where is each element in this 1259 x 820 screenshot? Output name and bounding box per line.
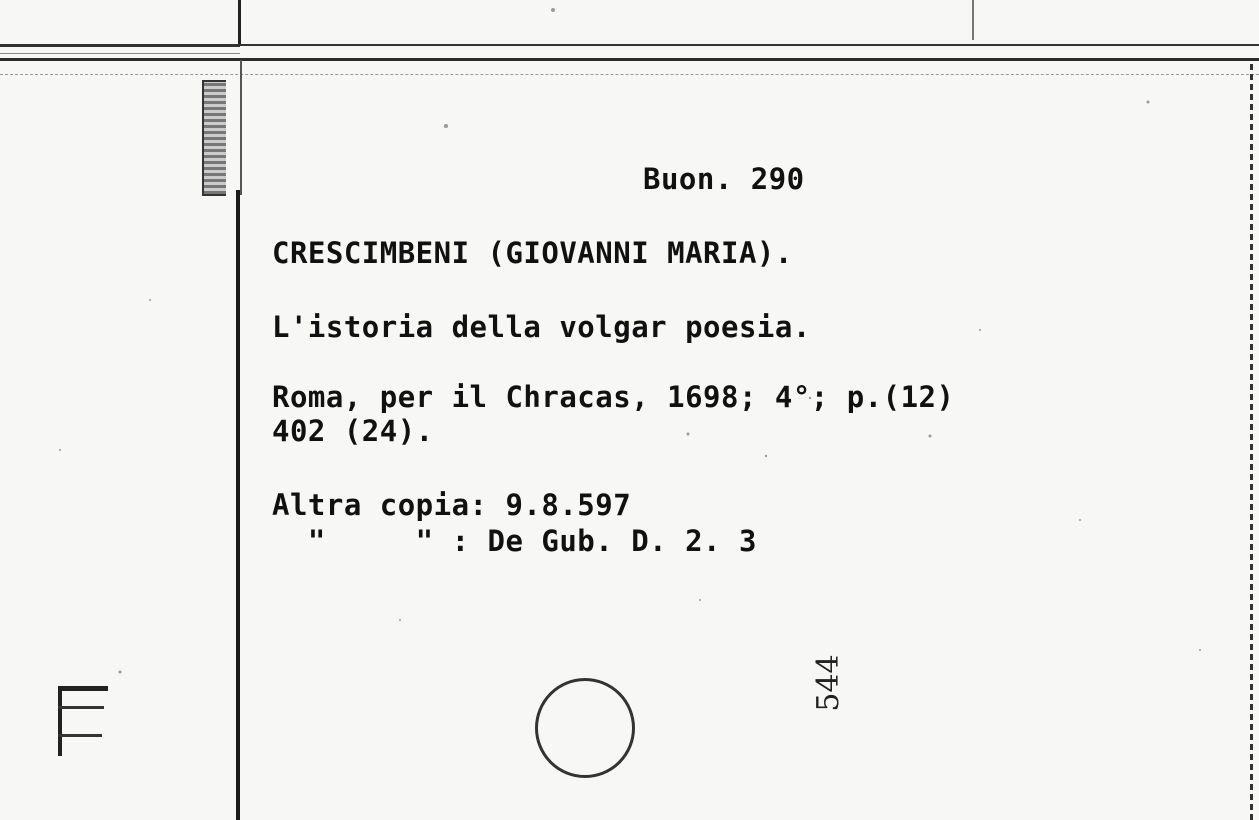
card-divider-mark	[972, 0, 974, 40]
drawer-rail	[0, 44, 240, 54]
drawer-marker-glyph	[58, 686, 108, 756]
other-copy-line-2: " " : De Gub. D. 2. 3	[272, 524, 757, 558]
binder-clip	[202, 80, 226, 196]
work-title: L'istoria della volgar poesia.	[272, 310, 811, 344]
card-punch-hole	[535, 678, 635, 778]
card-left-edge-upper	[240, 60, 242, 195]
author-heading: CRESCIMBENI (GIOVANNI MARIA).	[272, 236, 793, 270]
card-right-edge	[1250, 60, 1253, 820]
other-copy-line-1: Altra copia: 9.8.597	[272, 488, 632, 522]
card-left-edge	[236, 190, 240, 820]
handwritten-card-number: 544	[811, 654, 846, 712]
shelfmark: Buon. 290	[643, 162, 805, 196]
previous-card-edge	[238, 0, 1259, 46]
imprint-line-1: Roma, per il Chracas, 1698; 4°; p.(12)	[272, 380, 955, 414]
card-top-border-shadow	[0, 74, 1259, 75]
imprint-line-2: 402 (24).	[272, 414, 434, 448]
card-top-border	[0, 58, 1259, 61]
